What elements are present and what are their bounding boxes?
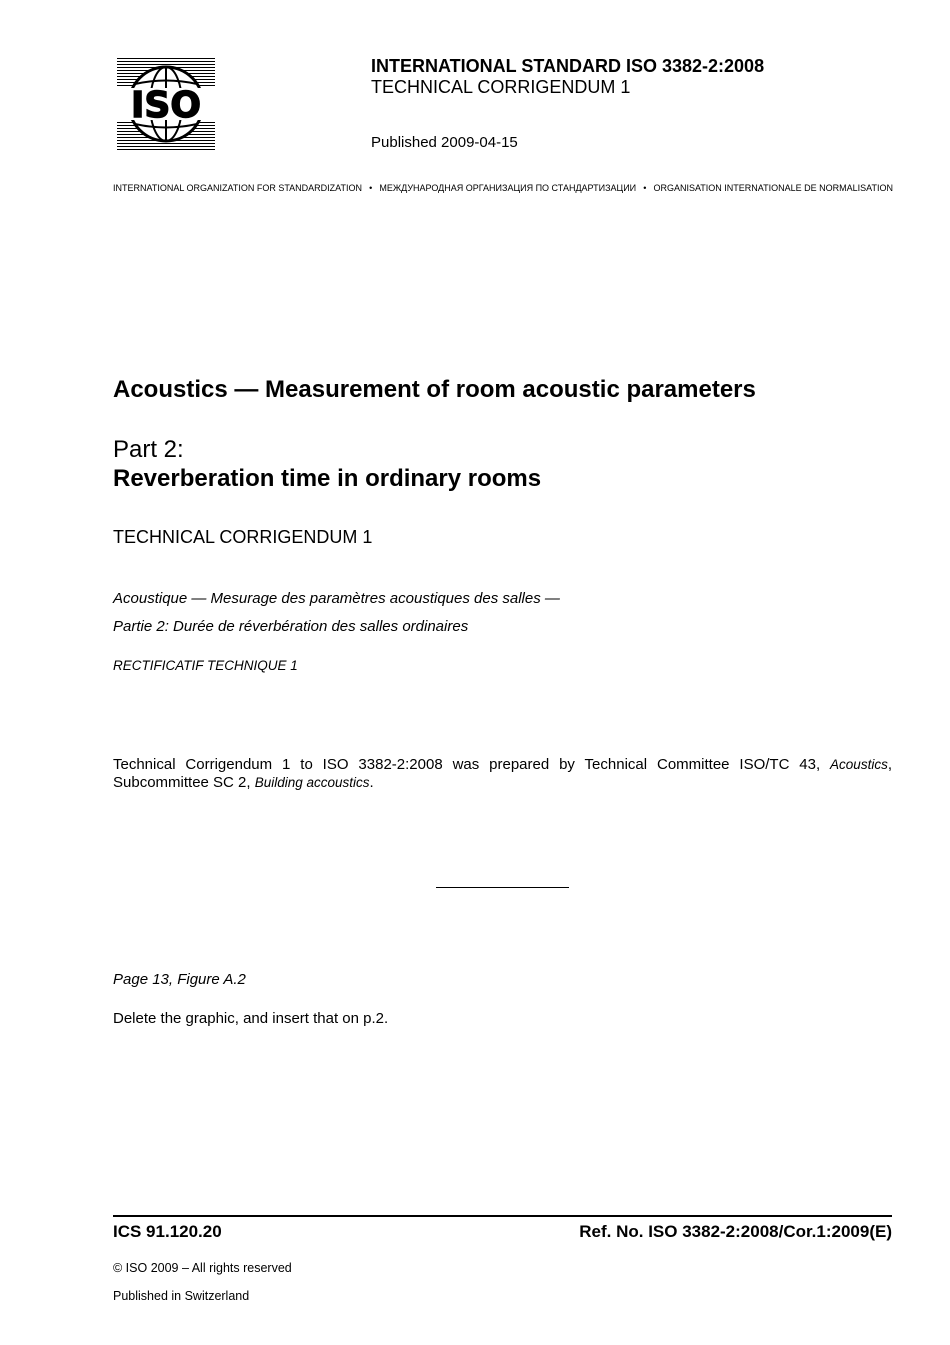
preparation-paragraph [113,756,892,792]
org-name-english: INTERNATIONAL ORGANIZATION FOR STANDARDIZATION [113,183,363,193]
org-name-russian: МЕЖДУНАРОДНАЯ ОРГАНИЗАЦИЯ ПО СТАНДАРТИЗАЦИИ [379,183,637,193]
section-divider [436,887,569,888]
correction-instruction: Delete the graphic, and insert that on p.2. [113,1010,389,1027]
copyright-notice: © ISO 2009 – All rights reserved [113,1261,292,1275]
subcommittee-name: Building accoustics [254,775,370,790]
preparation-text-a: Technical Corrigendum 1 to ISO 3382-2:2008 was prepared by Technical Committee ISO/TC 43, [113,756,831,773]
correction-location: Page 13, Figure A.2 [113,971,246,988]
bullet-separator: • [369,183,373,193]
footer-rule [113,1215,892,1217]
part-title: Reverberation time in ordinary rooms [113,465,542,492]
standard-title: INTERNATIONAL STANDARD ISO 3382-2:2008 [371,56,765,76]
organization-names [113,183,893,193]
bullet-separator: • [643,183,647,193]
reference-number: Ref. No. ISO 3382-2:2008/Cor.1:2009(E) [579,1222,892,1241]
published-in: Published in Switzerland [113,1289,250,1303]
part-number: Part 2: [113,436,184,463]
ics-code: ICS 91.120.20 [113,1222,222,1241]
corrigendum-label: TECHNICAL CORRIGENDUM 1 [371,77,631,97]
technical-corrigendum-heading: TECHNICAL CORRIGENDUM 1 [113,527,373,547]
preparation-text-b: , Subcommittee SC 2, [113,756,892,791]
preparation-text-c: . [369,774,374,791]
org-name-french: ORGANISATION INTERNATIONALE DE NORMALISATION [653,183,893,193]
iso-logo-text: ISO [131,85,201,126]
french-title-line-2: Partie 2: Durée de réverbération des salles ordinaires [113,618,469,635]
document-title: Acoustics — Measurement of room acoustic parameters [113,376,756,403]
french-corrigendum: RECTIFICATIF TECHNIQUE 1 [113,658,298,673]
iso-logo [117,57,215,151]
published-date: Published 2009-04-15 [371,134,518,151]
committee-name: Acoustics [830,757,888,772]
french-title-line-1: Acoustique — Mesurage des paramètres acoustiques des salles — [113,590,560,607]
